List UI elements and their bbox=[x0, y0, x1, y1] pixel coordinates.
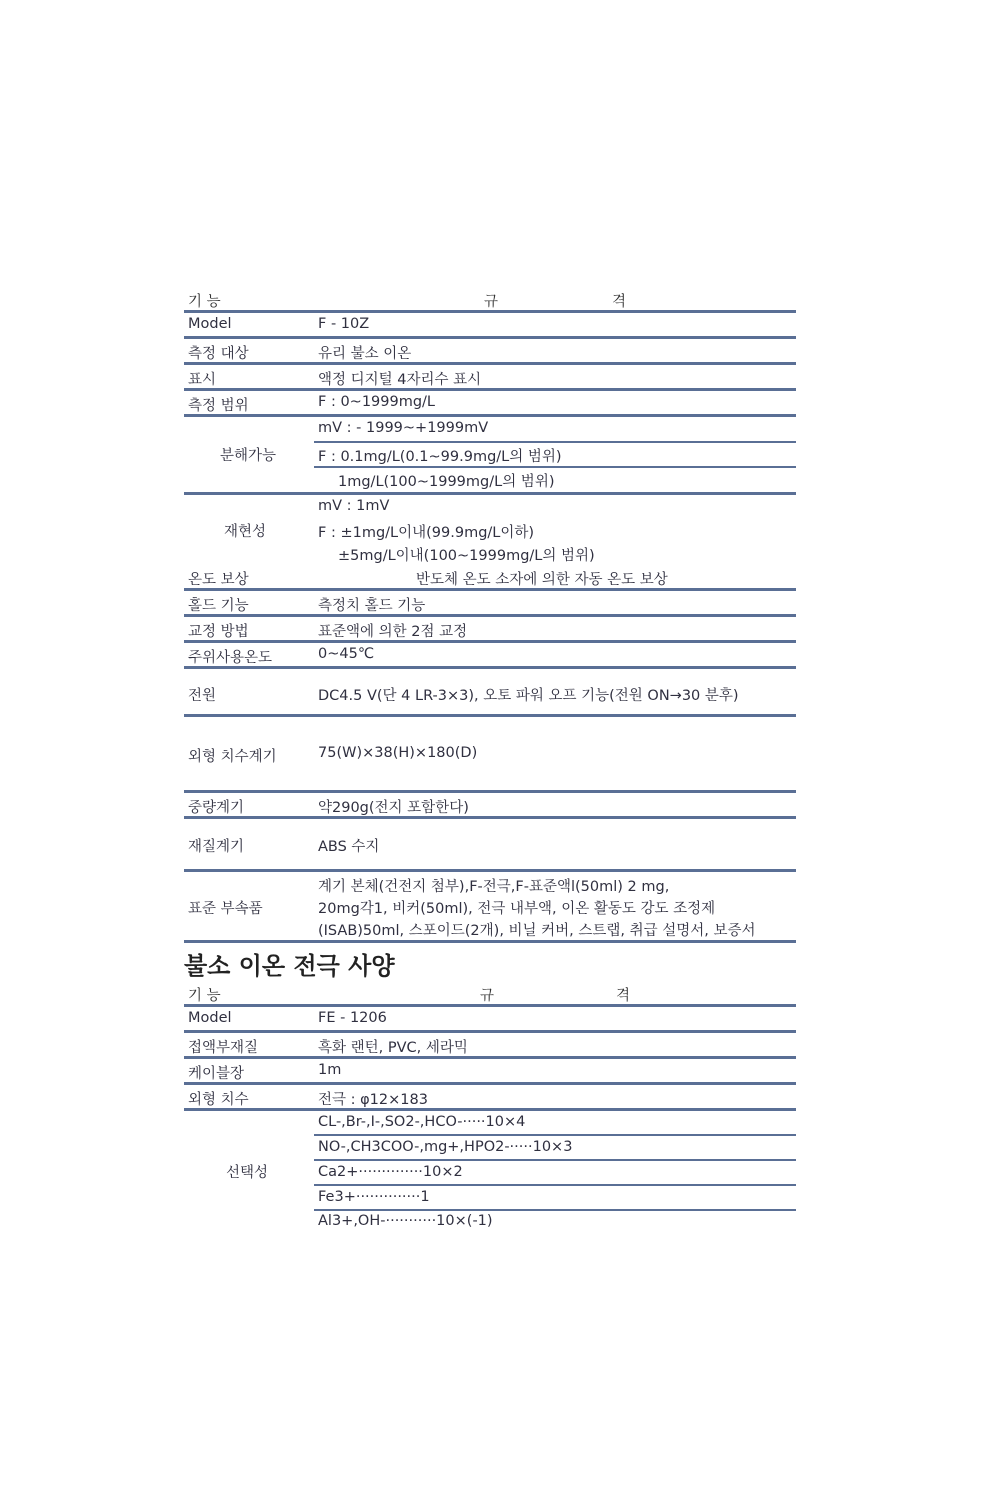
row-label: 측정 범위 bbox=[188, 398, 249, 414]
row-label: Model bbox=[188, 1010, 232, 1026]
row-label: 표준 부속품 bbox=[188, 901, 263, 917]
row-label: 외형 치수계기 bbox=[188, 749, 277, 765]
row-label: 분해가능 bbox=[220, 448, 277, 464]
row-value-line: 1mg/L(100~1999mg/L의 범위) bbox=[338, 474, 555, 490]
table-row bbox=[184, 417, 796, 492]
row-value-line: CL-,Br-,I-,SO2-,HCO-·····10×4 bbox=[318, 1114, 526, 1130]
row-label: 교정 방법 bbox=[188, 624, 249, 640]
header-spec-1: 규 bbox=[484, 294, 499, 310]
row-value: 흑화 랜턴, PVC, 세라믹 bbox=[318, 1040, 468, 1056]
row-value-line: ±5mg/L이내(100~1999mg/L의 범위) bbox=[338, 548, 595, 564]
sub-divider bbox=[314, 1209, 796, 1211]
table-row bbox=[184, 1033, 796, 1056]
row-value-line: mV : 1mV bbox=[318, 498, 390, 514]
sub-divider bbox=[314, 1134, 796, 1136]
row-label: 측정 대상 bbox=[188, 346, 249, 362]
table-row bbox=[184, 1085, 796, 1108]
row-label: 홀드 기능 bbox=[188, 598, 249, 614]
row-value-line: Al3+,OH-···········10×(-1) bbox=[318, 1213, 493, 1229]
row-value-line: 20mg각1, 비커(50ml), 전극 내부액, 이온 활동도 강도 조정제 bbox=[318, 901, 716, 917]
table-row bbox=[184, 339, 796, 362]
table-row bbox=[184, 819, 796, 869]
row-label: 전원 bbox=[188, 688, 217, 704]
row-label: 온도 보상 bbox=[188, 572, 249, 588]
table-row bbox=[184, 793, 796, 816]
row-label: 재현성 bbox=[224, 524, 267, 540]
row-value: 0~45℃ bbox=[318, 646, 375, 662]
row-value-line: mV : - 1999~+1999mV bbox=[318, 420, 489, 436]
row-label: 선택성 bbox=[226, 1165, 269, 1181]
table-row bbox=[184, 717, 796, 790]
row-value: FE - 1206 bbox=[318, 1010, 387, 1026]
row-value: 반도체 온도 소자에 의한 자동 온도 보상 bbox=[416, 572, 668, 588]
table-row bbox=[184, 669, 796, 714]
row-value: 전극 : φ12×183 bbox=[318, 1092, 428, 1108]
row-label: 외형 치수 bbox=[188, 1092, 249, 1108]
row-value-line: Fe3+··············1 bbox=[318, 1189, 430, 1205]
row-value-line: NO-,CH3COO-,mg+,HPO2-·····10×3 bbox=[318, 1139, 573, 1155]
row-value: DC4.5 V(단 4 LR-3×3), 오토 파워 오프 기능(전원 ON→30 분후) bbox=[318, 688, 739, 704]
row-value-line: Ca2+··············10×2 bbox=[318, 1164, 463, 1180]
header-function: 기 능 bbox=[188, 294, 221, 310]
row-label: Model bbox=[188, 316, 232, 332]
table-row bbox=[184, 591, 796, 614]
row-value: F : 0~1999mg/L bbox=[318, 394, 436, 410]
section-title: 불소 이온 전극 사양 bbox=[184, 952, 395, 980]
header-spec-1: 규 bbox=[480, 988, 495, 1004]
sub-divider bbox=[314, 1184, 796, 1186]
table-row bbox=[184, 495, 796, 588]
spec-table-meter bbox=[184, 286, 796, 943]
row-label: 재질계기 bbox=[188, 839, 245, 855]
row-value: 액정 디지털 4자리수 표시 bbox=[318, 372, 482, 388]
table-row bbox=[184, 1111, 796, 1235]
header-spec-2: 격 bbox=[612, 294, 627, 310]
sub-divider bbox=[314, 466, 796, 468]
table-row bbox=[184, 365, 796, 388]
table-row bbox=[184, 872, 796, 940]
divider bbox=[184, 940, 796, 943]
row-value-line: (ISAB)50ml, 스포이드(2개), 비닐 커버, 스트랩, 취급 설명서, 보증서 bbox=[318, 923, 756, 939]
table-row bbox=[184, 617, 796, 640]
row-label: 표시 bbox=[188, 372, 217, 388]
row-value-line: F : ±1mg/L이내(99.9mg/L이하) bbox=[318, 525, 535, 541]
row-value: 표준액에 의한 2점 교정 bbox=[318, 624, 468, 640]
row-value-line: F : 0.1mg/L(0.1~99.9mg/L의 범위) bbox=[318, 449, 562, 465]
row-label: 케이블장 bbox=[188, 1066, 245, 1082]
row-value: F - 10Z bbox=[318, 316, 370, 332]
row-label: 중량계기 bbox=[188, 800, 245, 816]
sub-divider bbox=[314, 441, 796, 443]
row-value: 75(W)×38(H)×180(D) bbox=[318, 745, 478, 761]
spec-table-electrode bbox=[184, 980, 796, 1235]
row-value: 유리 불소 이온 bbox=[318, 346, 412, 362]
header-function: 기 능 bbox=[188, 988, 221, 1004]
row-value: 1m bbox=[318, 1062, 342, 1078]
row-label: 접액부재질 bbox=[188, 1040, 259, 1056]
table-row bbox=[184, 313, 796, 336]
table-header bbox=[184, 286, 796, 310]
table-row bbox=[184, 643, 796, 666]
row-value: ABS 수지 bbox=[318, 839, 380, 855]
row-value: 약290g(전지 포함한다) bbox=[318, 800, 469, 816]
sub-divider bbox=[314, 1159, 796, 1161]
row-value-line: 계기 본체(건전지 첨부),F-전극,F-표준액l(50ml) 2 mg, bbox=[318, 879, 670, 895]
table-row bbox=[184, 391, 796, 414]
header-spec-2: 격 bbox=[616, 988, 631, 1004]
row-label: 주위사용온도 bbox=[188, 650, 273, 666]
table-header bbox=[184, 980, 796, 1004]
row-value: 측정치 홀드 기능 bbox=[318, 598, 426, 614]
table-row bbox=[184, 1059, 796, 1082]
table-row bbox=[184, 1007, 796, 1030]
